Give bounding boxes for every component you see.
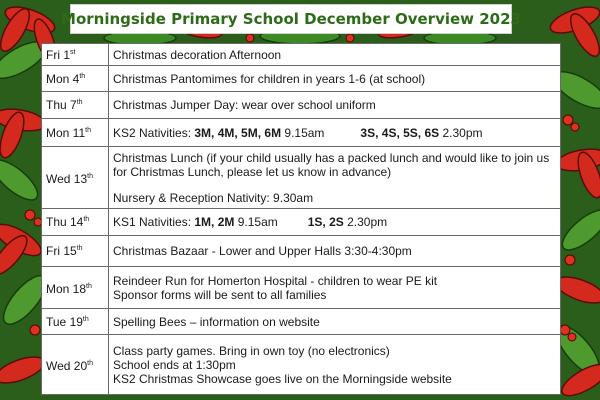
event-cell: Class party games. Bring in own toy (no electronics) School ends at 1:30pm KS2 Christmas Showcase goes live on the Morningside website [109, 335, 561, 395]
day-cell: Tue 19th [42, 309, 109, 335]
table-row [42, 309, 561, 335]
day-cell: Fri 1st [42, 44, 109, 66]
table-row [42, 66, 561, 92]
day-cell: Thu 7th [42, 92, 109, 119]
day-cell: Wed 13th [42, 147, 109, 209]
table-row [42, 236, 561, 267]
event-cell: Christmas Lunch (if your child usually has a packed lunch and would like to join us for Christmas Lunch, please let us know in advance) Nursery & Reception Nativity: 9.30am [109, 147, 561, 209]
table-row [42, 119, 561, 147]
table-row [42, 267, 561, 309]
table-row [42, 147, 561, 209]
event-cell: Christmas decoration Afternoon [109, 44, 561, 66]
title-banner [61, 4, 521, 34]
event-cell: KS2 Nativities: 3M, 4M, 5M, 6M 9.15am 3S, 4S, 5S, 6S 2.30pm [109, 119, 561, 147]
event-cell: Christmas Jumper Day: wear over school uniform [109, 92, 561, 119]
day-cell: Thu 14th [42, 209, 109, 236]
day-cell: Mon 18th [42, 267, 109, 309]
table-row [42, 92, 561, 119]
day-cell: Fri 15th [42, 236, 109, 267]
day-cell: Mon 4th [42, 66, 109, 92]
table-row [42, 335, 561, 395]
page-title: Morningside Primary School December Overview 2023 [61, 10, 521, 28]
event-cell: Christmas Pantomimes for children in years 1-6 (at school) [109, 66, 561, 92]
event-cell: Christmas Bazaar - Lower and Upper Halls 3:30-4:30pm [109, 236, 561, 267]
day-cell: Wed 20th [42, 335, 109, 395]
december-calendar-table [41, 43, 561, 395]
table-row [42, 44, 561, 66]
day-cell: Mon 11th [42, 119, 109, 147]
event-cell: Reindeer Run for Homerton Hospital - children to wear PE kit Sponsor forms will be sent to all families [109, 267, 561, 309]
table-row [42, 209, 561, 236]
event-cell: Spelling Bees – information on website [109, 309, 561, 335]
event-cell: KS1 Nativities: 1M, 2M 9.15am 1S, 2S 2.30pm [109, 209, 561, 236]
